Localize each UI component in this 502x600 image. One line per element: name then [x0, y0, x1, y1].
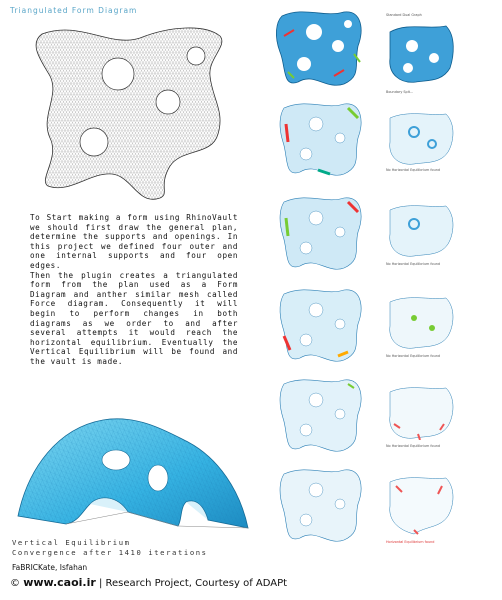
force-diagram-step-5 — [384, 384, 458, 440]
credit-line — [10, 576, 287, 589]
vault-rendering — [8, 398, 258, 538]
force-diagram-step-3 — [384, 202, 458, 258]
force-diagram-step-6 — [384, 474, 458, 536]
vault-opening — [148, 465, 168, 491]
row-note-2: No Horizontal Equilibrium found — [386, 168, 441, 172]
credit-text: | Research Project, Courtesy of ADAPt — [98, 578, 288, 589]
force-diagram-step-4 — [384, 294, 458, 350]
row-label-2: Boundary Spit... — [386, 90, 414, 94]
copyright-icon: © — [10, 578, 20, 589]
caption-line-1: Vertical Equilibrium — [12, 538, 131, 547]
plan-outline — [36, 28, 222, 199]
row-label-1: Standard Dual Graph — [386, 13, 422, 17]
form-diagram-step-6 — [278, 464, 366, 546]
description-paragraph-2: Then the plugin creates a triangulated form from the plan used as a Form Diagram and anther similar mesh called Force diagram. Consequently it will begin to perform changes in both diagrams as we order to and after several attempts it would reach the horizontal equilibrium. Eventually the Vertical Equilibrium will be found and the vault is made. — [30, 270, 238, 366]
caption-line-2: Convergence after 1410 iterations — [12, 548, 208, 557]
description-paragraph-1: To Start making a form using RhinoVault we should first draw the general plan, determine the supports and openings. In this project we defined four outer and one internal supports and four open edges. — [30, 213, 238, 270]
row-note-3: No Horizontal Equilibrium found — [386, 262, 441, 266]
iteration-grid — [262, 0, 502, 600]
credit-location: FaBRICKate, Isfahan — [12, 563, 88, 572]
row-note-4: No Horizontal Equilibrium found — [386, 354, 441, 358]
force-diagram-step-1 — [384, 22, 458, 86]
form-diagram-step-4 — [278, 284, 366, 366]
diagram-title: Triangulated Form Diagram — [10, 6, 138, 15]
form-diagram-step-3 — [278, 192, 366, 274]
form-diagram-step-2 — [278, 98, 366, 180]
form-diagram-step-5 — [278, 374, 366, 456]
row-note-final: Horizontal Equilibrium found — [386, 540, 435, 544]
row-note-5: No Horizontal Equilibrium found — [386, 444, 441, 448]
form-diagram-step-1 — [274, 6, 366, 91]
vault-opening — [102, 450, 130, 470]
triangulated-form-diagram — [20, 16, 230, 206]
force-diagram-step-2 — [384, 110, 458, 166]
description-text — [30, 213, 238, 367]
site-link[interactable]: www.caoi.ir — [23, 576, 96, 589]
